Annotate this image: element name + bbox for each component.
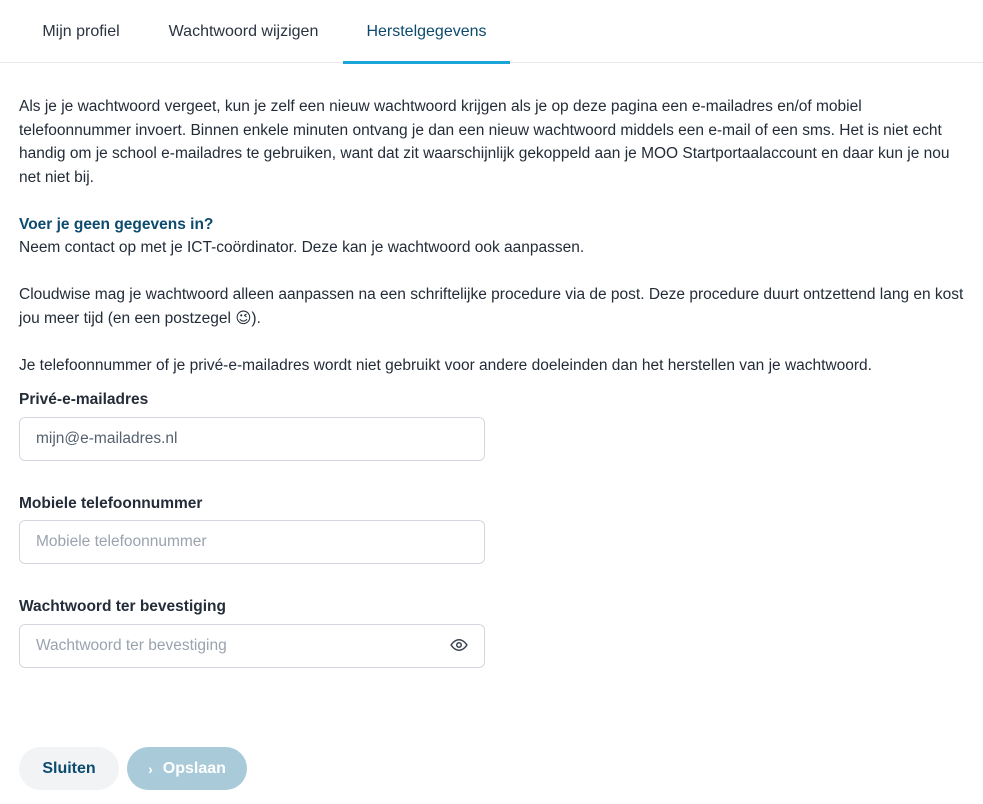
eye-icon[interactable] bbox=[450, 636, 468, 654]
chevron-right-icon: › bbox=[148, 760, 153, 777]
save-button-label: Opslaan bbox=[162, 759, 226, 777]
tab-herstelgegevens[interactable]: Herstelgegevens bbox=[343, 0, 510, 63]
phone-field[interactable] bbox=[19, 520, 485, 564]
password-field[interactable] bbox=[19, 624, 485, 668]
tab-bar bbox=[0, 0, 983, 63]
email-label: Privé-e-mailadres bbox=[19, 391, 149, 408]
phone-label: Mobiele telefoonnummer bbox=[19, 495, 203, 512]
intro-text bbox=[19, 95, 974, 377]
contact-paragraph: Neem contact op met je ICT-coördinator. Deze kan je wachtwoord ook aanpassen. bbox=[19, 239, 585, 256]
password-label: Wachtwoord ter bevestiging bbox=[19, 598, 226, 615]
intro-paragraph: Als je je wachtwoord vergeet, kun je zelf een nieuw wachtwoord krijgen als je op deze pagina een e-mailadres en/of mobiel telefoonnummer invoert. Binnen enkele minuten ontvang je dan een nieuw wachtwoord middels een e-mail of een sms. Het is niet echt handig om je school e-mailadres te gebruiken, want dat zit waarschijnlijk gekoppeld aan je MOO Startportaalaccount en daar kun je nou net niet bij. bbox=[19, 98, 950, 186]
tab-mijn-profiel[interactable]: Mijn profiel bbox=[42, 22, 120, 40]
tab-wachtwoord-wijzigen[interactable]: Wachtwoord wijzigen bbox=[168, 22, 319, 40]
procedure-paragraph: Cloudwise mag je wachtwoord alleen aanpassen na een schriftelijke procedure via de post. Deze procedure duurt ontzettend lang en kost jou meer tijd (en een postzegel 😉). bbox=[19, 286, 964, 327]
close-button[interactable]: Sluiten bbox=[19, 747, 119, 790]
email-field[interactable] bbox=[19, 417, 485, 461]
privacy-paragraph: Je telefoonnummer of je privé-e-mailadres wordt niet gebruikt voor andere doeleinden dan het herstellen van je wachtwoord. bbox=[19, 356, 872, 374]
no-data-heading: Voer je geen gegevens in? bbox=[19, 215, 214, 233]
save-button[interactable] bbox=[127, 747, 247, 790]
